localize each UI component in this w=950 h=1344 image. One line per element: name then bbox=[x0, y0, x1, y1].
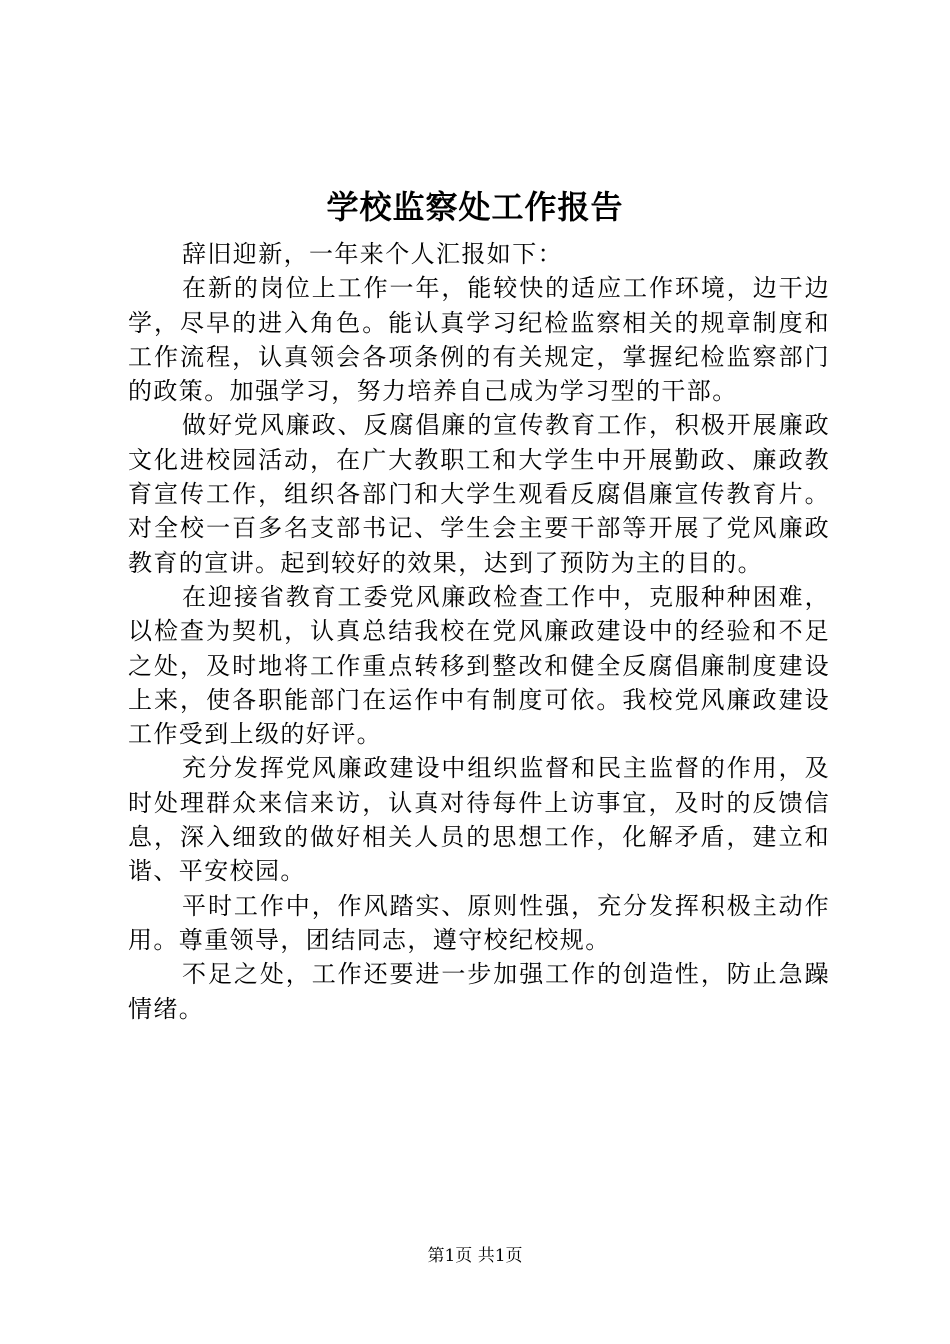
document-body bbox=[128, 237, 830, 1026]
paragraph-intro: 辞旧迎新，一年来个人汇报如下： bbox=[182, 240, 563, 268]
document-title: 学校监察处工作报告 bbox=[326, 188, 624, 226]
paragraph-daily-work: 平时工作中，作风踏实、原则性强，充分发挥积极主动作用。尊重领导，团结同志，遵守校纪校规。 bbox=[128, 891, 830, 954]
paragraph-supervision: 充分发挥党风廉政建设中组织监督和民主监督的作用，及时处理群众来信来访，认真对待每件上访事宜，及时的反馈信息，深入细致的做好相关人员的思想工作，化解矛盾，建立和谐、平安校园。 bbox=[128, 754, 830, 886]
paragraph-shortcomings: 不足之处，工作还要进一步加强工作的创造性，防止急躁情绪。 bbox=[128, 960, 830, 1023]
paragraph-inspection: 在迎接省教育工委党风廉政检查工作中，克服种种困难，以检查为契机，认真总结我校在党风廉政建设中的经验和不足之处，及时地将工作重点转移到整改和健全反腐倡廉制度建设上来，使各职能部门在运作中有制度可依。我校党风廉政建设工作受到上级的好评。 bbox=[128, 582, 830, 749]
page-footer: 第1页 共1页 bbox=[427, 1246, 523, 1266]
paragraph-publicity-education: 做好党风廉政、反腐倡廉的宣传教育工作，积极开展廉政文化进校园活动，在广大教职工和大学生中开展勤政、廉政教育宣传工作，组织各部门和大学生观看反腐倡廉宣传教育片。对全校一百多名支部书记、学生会主要干部等开展了党风廉政教育的宣讲。起到较好的效果，达到了预防为主的目的。 bbox=[128, 411, 830, 577]
paragraph-new-position: 在新的岗位上工作一年，能较快的适应工作环境，边干边学，尽早的进入角色。能认真学习纪检监察相关的规章制度和工作流程，认真领会各项条例的有关规定，掌握纪检监察部门的政策。加强学习，努力培养自己成为学习型的干部。 bbox=[128, 274, 830, 406]
